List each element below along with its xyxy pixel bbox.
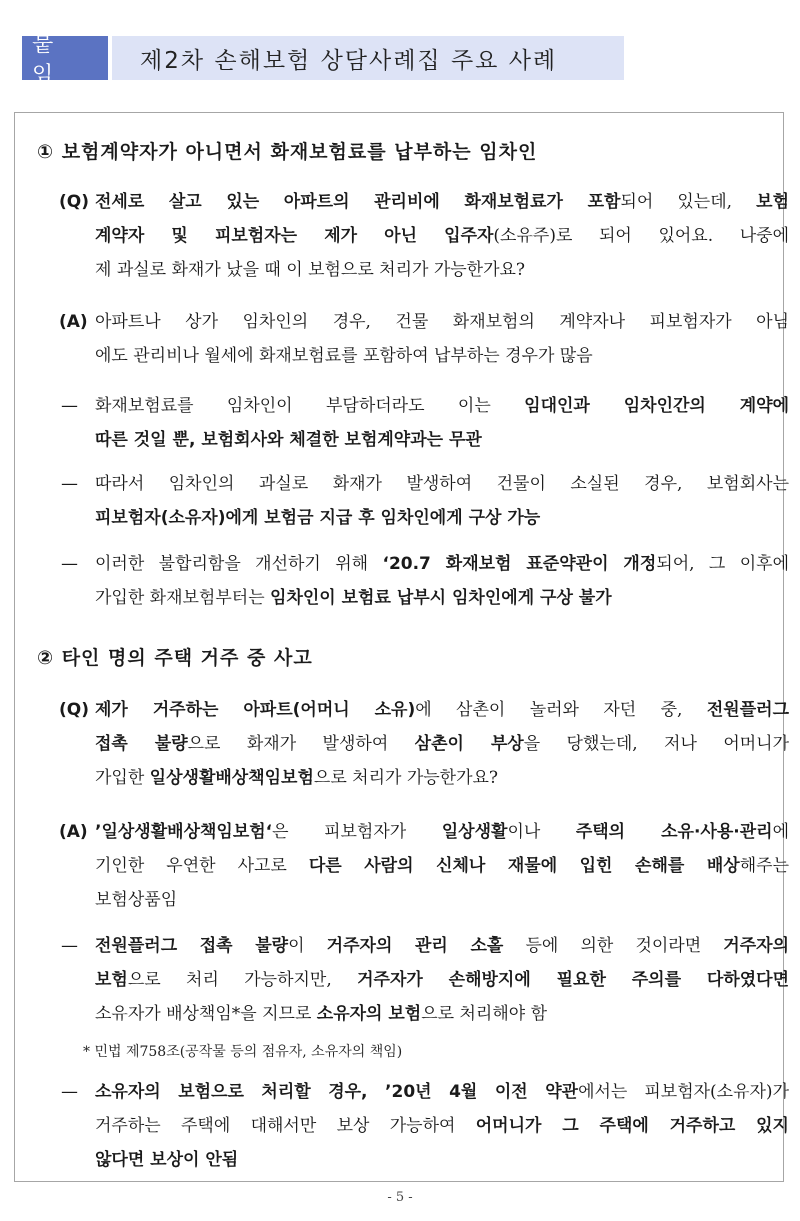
answer-line: 기인한 우연한 사고로 다른 사람의 신체나 재물에 입힌 손해를 배상해주는 bbox=[95, 856, 789, 876]
question-line: 제 과실로 화재가 났을 때 이 보험으로 처리가 가능한가요? bbox=[95, 260, 526, 280]
question-marker: (Q) bbox=[59, 700, 89, 720]
point-line: 가입한 화재보험부터는 임차인이 보험료 납부시 임차인에게 구상 불가 bbox=[95, 588, 612, 608]
section1-title: ① 보험계약자가 아니면서 화재보험료를 납부하는 임차인 bbox=[37, 141, 538, 163]
point-line: 소유자가 배상책임*을 지므로 소유자의 보험으로 처리해야 함 bbox=[95, 1004, 547, 1024]
answer-marker: (A) bbox=[59, 822, 88, 842]
point-line: 않다면 보상이 안됨 bbox=[95, 1150, 239, 1170]
point-line: 보험으로 처리 가능하지만, 거주자가 손해방지에 필요한 주의를 다하였다면 bbox=[95, 970, 789, 990]
content-frame bbox=[14, 112, 790, 1182]
section1-question bbox=[59, 185, 789, 287]
section1-answer bbox=[59, 305, 789, 373]
question-marker: (Q) bbox=[59, 192, 89, 212]
section2-point-1 bbox=[59, 929, 789, 1031]
answer-marker: (A) bbox=[59, 312, 88, 332]
footnote: * 민법 제758조(공작물 등의 점유자, 소유자의 책임) bbox=[83, 1044, 403, 1060]
point-line: 거주하는 주택에 대해서만 보상 가능하여 어머니가 그 주택에 거주하고 있지 bbox=[95, 1116, 789, 1136]
section2-answer bbox=[59, 815, 789, 917]
dash-marker: — bbox=[61, 1082, 78, 1102]
attachment-badge: 붙 임 bbox=[22, 36, 108, 80]
section1-point-1 bbox=[59, 389, 789, 457]
answer-line: 에도 관리비나 월세에 화재보험료를 포함하여 납부하는 경우가 많음 bbox=[95, 346, 593, 366]
dash-marker: — bbox=[61, 396, 78, 416]
point-line: 따라서 임차인의 과실로 화재가 발생하여 건물이 소실된 경우, 보험회사는 bbox=[95, 474, 789, 494]
question-line: 계약자 및 피보험자는 제가 아닌 입주자(소유주)로 되어 있어요. 나중에 bbox=[95, 226, 790, 246]
answer-line: ’일상생활배상책임보험‘은 피보험자가 일상생활이나 주택의 소유·사용·관리에 bbox=[95, 822, 790, 842]
answer-line: 아파트나 상가 임차인의 경우, 건물 화재보험의 계약자나 피보험자가 아님 bbox=[95, 312, 789, 332]
dash-marker: — bbox=[61, 554, 78, 574]
section2-question bbox=[59, 693, 789, 795]
page-title: 제2차 손해보험 상담사례집 주요 사례 bbox=[112, 36, 624, 80]
answer-line: 보험상품임 bbox=[95, 890, 178, 910]
question-line: 가입한 일상생활배상책임보험으로 처리가 가능한가요? bbox=[95, 768, 499, 788]
question-line: 제가 거주하는 아파트(어머니 소유)에 삼촌이 놀러와 자던 중, 전원플러그 bbox=[95, 700, 789, 720]
point-line: 이러한 불합리함을 개선하기 위해 ‘20.7 화재보험 표준약관이 개정되어, 그 이후에 bbox=[95, 554, 789, 574]
question-line: 접촉 불량으로 화재가 발생하여 삼촌이 부상을 당했는데, 저나 어머니가 bbox=[95, 734, 790, 754]
point-line: 소유자의 보험으로 처리할 경우, ’20년 4월 이전 약관에서는 피보험자(소유자)가 bbox=[95, 1082, 789, 1102]
point-line: 전원플러그 접촉 불량이 거주자의 관리 소홀 등에 의한 것이라면 거주자의 bbox=[95, 936, 789, 956]
section1-point-3 bbox=[59, 547, 789, 615]
point-line: 따른 것일 뿐, 보험회사와 체결한 보험계약과는 무관 bbox=[95, 430, 482, 450]
section1-point-2 bbox=[59, 467, 789, 535]
dash-marker: — bbox=[61, 936, 78, 956]
section2-point-2 bbox=[59, 1075, 789, 1177]
section2-title: ② 타인 명의 주택 거주 중 사고 bbox=[37, 647, 313, 669]
page-number: - 5 - bbox=[387, 1190, 413, 1205]
dash-marker: — bbox=[61, 474, 78, 494]
question-line: 전세로 살고 있는 아파트의 관리비에 화재보험료가 포함되어 있는데, 보험 bbox=[95, 192, 790, 212]
header bbox=[22, 32, 624, 88]
point-line: 화재보험료를 임차인이 부담하더라도 이는 임대인과 임차인간의 계약에 bbox=[95, 396, 789, 416]
point-line: 피보험자(소유자)에게 보험금 지급 후 임차인에게 구상 가능 bbox=[95, 508, 541, 528]
